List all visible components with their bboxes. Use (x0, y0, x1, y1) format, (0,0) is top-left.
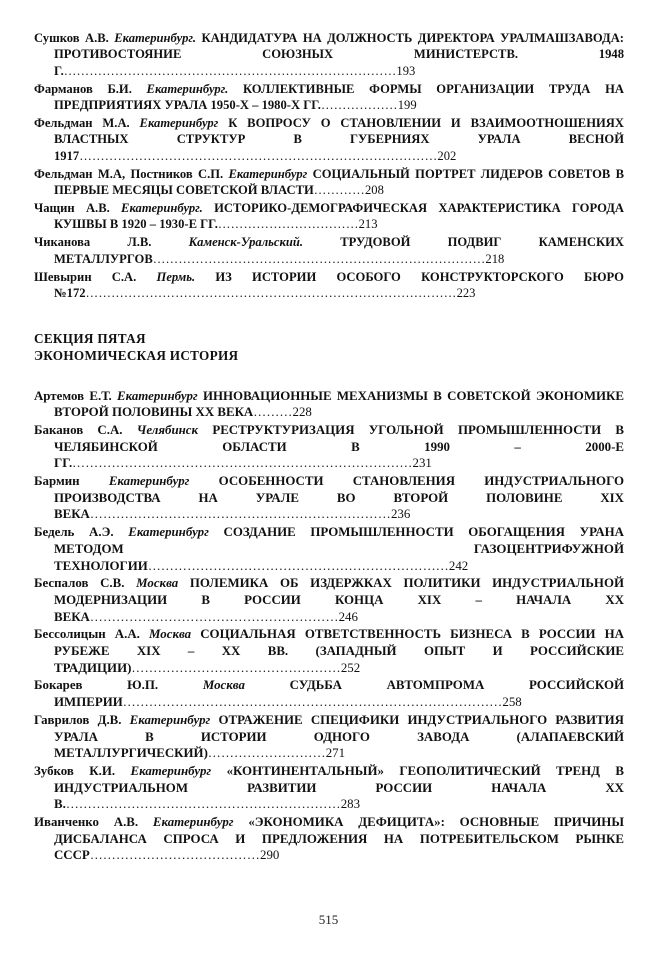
entry-author: Бедель А.Э. (34, 525, 114, 540)
entry-page-number: 252 (340, 660, 361, 675)
entry-leader-dots: ……………………… (207, 746, 326, 761)
entry-page-number: 258 (502, 695, 522, 710)
entry-page-number: 242 (448, 558, 469, 573)
entry-author: Беспалов С.В. (34, 576, 125, 591)
entry-author: Шевырин С.А. (34, 269, 137, 284)
entry-leader-dots: …………………………………………………………… (147, 558, 449, 573)
entry-author: Чащин А.В. (34, 201, 110, 216)
entry-leader-dots: ………………………………………………… (89, 609, 339, 624)
entry-author: Фельдман М.А, Постников С.П. (34, 166, 224, 181)
entry-page-number: 228 (292, 405, 312, 420)
entry-title: КОЛЛЕКТИВНЫЕ ФОРМЫ ОРГАНИЗАЦИИ ТРУДА НА ПРЕДПРИЯТИЯХ УРАЛА 1950-Х – 1980-Х ГГ. (54, 81, 624, 113)
entry-title: СОЦИАЛЬНЫЙ ПОРТРЕТ ЛИДЕРОВ СОВЕТОВ В ПЕРВЫЕ МЕСЯЦЫ СОВЕТСКОЙ ВЛАСТИ (54, 166, 624, 198)
entry-title: ИННОВАЦИОННЫЕ МЕХАНИЗМЫ В СОВЕТСКОЙ ЭКОНОМИКЕ ВТОРОЙ ПОЛОВИНЫ ХХ ВЕКА (54, 388, 624, 420)
entry-city: Москва (136, 576, 179, 591)
entry-city: Екатеринбург (228, 166, 308, 181)
entry-page-number: 223 (456, 286, 476, 301)
entry-title: ОТРАЖЕНИЕ СПЕЦИФИКИ ИНДУСТРИАЛЬНОГО РАЗВИТИЯ УРАЛА В ИСТОРИИ ОДНОГО ЗАВОДА (АЛАПАЕВСКИЙ МЕТАЛЛУРГИЧЕСКИЙ) (54, 712, 624, 761)
entry-page-number: 199 (397, 98, 417, 113)
entry-author: Сушков А.В. (34, 31, 109, 45)
entry-leader-dots: …………………………………………………………………… (152, 251, 486, 266)
entry-leader-dots: ………… (313, 183, 365, 198)
entry-title: ТРУДОВОЙ ПОДВИГ КАМЕНСКИХ МЕТАЛЛУРГОВ (54, 235, 625, 266)
entry-leader-dots: ……………… (320, 98, 398, 113)
toc-entry (34, 814, 624, 864)
entry-leader-dots: …………………………………………………………………………… (85, 286, 457, 301)
entry-author: Фельдман М.А. (34, 116, 130, 131)
entry-leader-dots: …………………………………………………………………………… (122, 695, 503, 710)
entry-city: Екатеринбург (130, 763, 212, 778)
entry-title: ОСОБЕННОСТИ СТАНОВЛЕНИЯ ИНДУСТРИАЛЬНОГО ПРОИЗВОДСТВА НА УРАЛЕ ВО ВТОРОЙ ПОЛОВИНЕ XIX ВЕКА (54, 474, 624, 522)
entry-page-number: 193 (396, 63, 416, 78)
entry-author: Бокарев Ю.П. (34, 678, 159, 693)
toc-entry (34, 388, 624, 421)
entry-title: КАНДИДАТУРА НА ДОЛЖНОСТЬ ДИРЕКТОРА УРАЛМАШЗАВОДА: ПРОТИВОСТОЯНИЕ СОЮЗНЫХ МИНИСТЕРСТВ. 1948 Г. (54, 31, 624, 78)
entry-city: Москва (202, 678, 245, 693)
toc-entry (34, 30, 624, 79)
entry-title: СОЗДАНИЕ ПРОМЫШЛЕННОСТИ ОБОГАЩЕНИЯ УРАНА МЕТОДОМ ГАЗОЦЕНТРИФУЖНОЙ ТЕХНОЛОГИИ (54, 525, 624, 573)
entry-author: Фарманов Б.И. (34, 81, 132, 96)
toc-entry (34, 422, 624, 472)
entry-page-number: 202 (437, 148, 457, 163)
toc-entry (34, 473, 624, 523)
entry-title: ИЗ ИСТОРИИ ОСОБОГО КОНСТРУКТОРСКОГО БЮРО №172 (54, 269, 624, 301)
entry-title: ИСТОРИКО-ДЕМОГРАФИЧЕСКАЯ ХАРАКТЕРИСТИКА ГОРОДА КУШВЫ В 1920 – 1930-Е ГГ. (54, 201, 625, 232)
entry-author: Иванченко А.В. (34, 815, 139, 830)
entry-city: Екатеринбург. (121, 201, 203, 216)
entry-title: СУДЬБА АВТОМПРОМА РОССИЙСКОЙ ИМПЕРИИ (54, 678, 625, 710)
entry-author: Баканов С.А. (34, 422, 123, 437)
toc-entry (34, 81, 624, 114)
entry-author: Бессолицын А.А. (34, 627, 140, 642)
section-number-title: СЕКЦИЯ ПЯТАЯ (34, 330, 146, 346)
entry-author: Гаврилов Д.В. (34, 712, 122, 727)
toc-entry (34, 166, 624, 199)
entry-city: Екатеринбург (129, 712, 211, 727)
entry-leader-dots: ………………………………………… (131, 660, 341, 675)
entry-city: Екатеринбург (139, 116, 219, 131)
entry-leader-dots: …………………………………………………………………… (63, 63, 397, 78)
toc-entry (34, 763, 624, 813)
entry-leader-dots: ……… (253, 405, 293, 420)
entry-title: ПОЛЕМИКА ОБ ИЗДЕРЖКАХ ПОЛИТИКИ ИНДУСТРИАЛЬНОЙ МОДЕРНИЗАЦИИ В РОССИИ КОНЦА XIX – НАЧАЛА ХХ ВЕКА (54, 576, 624, 624)
entry-author: Бармин (34, 474, 80, 489)
entry-title: РЕСТРУКТУРИЗАЦИЯ УГОЛЬНОЙ ПРОМЫШЛЕННОСТИ В ЧЕЛЯБИНСКОЙ ОБЛАСТИ В 1990 – 2000-Е ГГ. (54, 422, 624, 471)
entry-author: Артемов Е.Т. (34, 388, 112, 403)
section-subject-title: ЭКОНОМИЧЕСКАЯ ИСТОРИЯ (34, 347, 239, 363)
entry-city: Пермь. (156, 269, 196, 284)
entry-page-number: 213 (358, 217, 378, 232)
entry-page-number: 236 (390, 507, 411, 522)
toc-entry (34, 677, 624, 710)
toc-section-five (34, 388, 624, 865)
entry-city: Екатеринбург. (146, 81, 229, 96)
entry-author: Зубков К.И. (34, 763, 116, 778)
entry-city: Каменск-Уральский. (188, 235, 304, 250)
toc-entry (34, 626, 624, 676)
entry-title: «ЭКОНОМИКА ДЕФИЦИТА»: ОСНОВНЫЕ ПРИЧИНЫ ДИСБАЛАНСА СПРОСА И ПРЕДЛОЖЕНИЯ НА ПОТРЕБИТЕЛЬСКОМ РЫНКЕ СССР (54, 815, 624, 863)
entry-page-number: 271 (325, 746, 346, 761)
entry-leader-dots: ……………………………………………………… (65, 797, 341, 812)
entry-leader-dots: …………………………………………………………… (89, 507, 391, 522)
entry-city: Екатеринбург (108, 474, 190, 489)
toc-entry (34, 712, 624, 762)
entry-city: Екатеринбург. (114, 31, 196, 45)
entry-leader-dots: ………………………………………………………………………… (79, 148, 438, 163)
table-of-contents (34, 30, 624, 865)
entry-title: К ВОПРОСУ О СТАНОВЛЕНИИ И ВЗАИМООТНОШЕНИЯХ ВЛАСТНЫХ СТРУКТУР В ГУБЕРНИЯХ УРАЛА ВЕСНОЙ 1917 (54, 116, 624, 163)
entry-city: Екатеринбург (117, 388, 198, 403)
entry-title: СОЦИАЛЬНАЯ ОТВЕТСТВЕННОСТЬ БИЗНЕСА В РОССИИ НА РУБЕЖЕ XIX – XX ВВ. (ЗАПАДНЫЙ ОПЫТ И РОССИЙСКИЕ ТРАДИЦИИ) (54, 627, 624, 675)
toc-entry (34, 200, 624, 233)
entry-page-number: 246 (338, 609, 358, 624)
toc-section-four-continued (34, 30, 624, 302)
toc-entry (34, 234, 624, 267)
toc-entry (34, 524, 624, 574)
entry-title: «КОНТИНЕНТАЛЬНЫЙ» ГЕОПОЛИТИЧЕСКИЙ ТРЕНД В ИНДУСТРИАЛЬНОМ РАЗВИТИИ РОССИИ НАЧАЛА ХХ В. (54, 763, 624, 812)
page-number: 515 (318, 912, 339, 927)
entry-leader-dots: ………………………………… (89, 848, 260, 863)
entry-city: Екатеринбург (128, 525, 209, 540)
entry-page-number: 218 (485, 251, 505, 266)
entry-city: Челябинск (136, 422, 199, 437)
entry-leader-dots: …………………………………………………………………… (72, 456, 413, 471)
entry-city: Москва (149, 627, 192, 642)
toc-entry (34, 115, 624, 164)
toc-entry (34, 575, 624, 625)
toc-entry (34, 269, 624, 302)
entry-page-number: 208 (364, 183, 384, 198)
entry-page-number: 283 (340, 797, 361, 812)
entry-page-number: 231 (412, 456, 432, 471)
entry-author: Чиканова Л.В. (34, 235, 152, 250)
entry-city: Екатеринбург (152, 815, 234, 830)
entry-leader-dots: …………………………… (217, 217, 359, 232)
entry-page-number: 290 (260, 848, 280, 863)
section-heading (34, 330, 624, 364)
